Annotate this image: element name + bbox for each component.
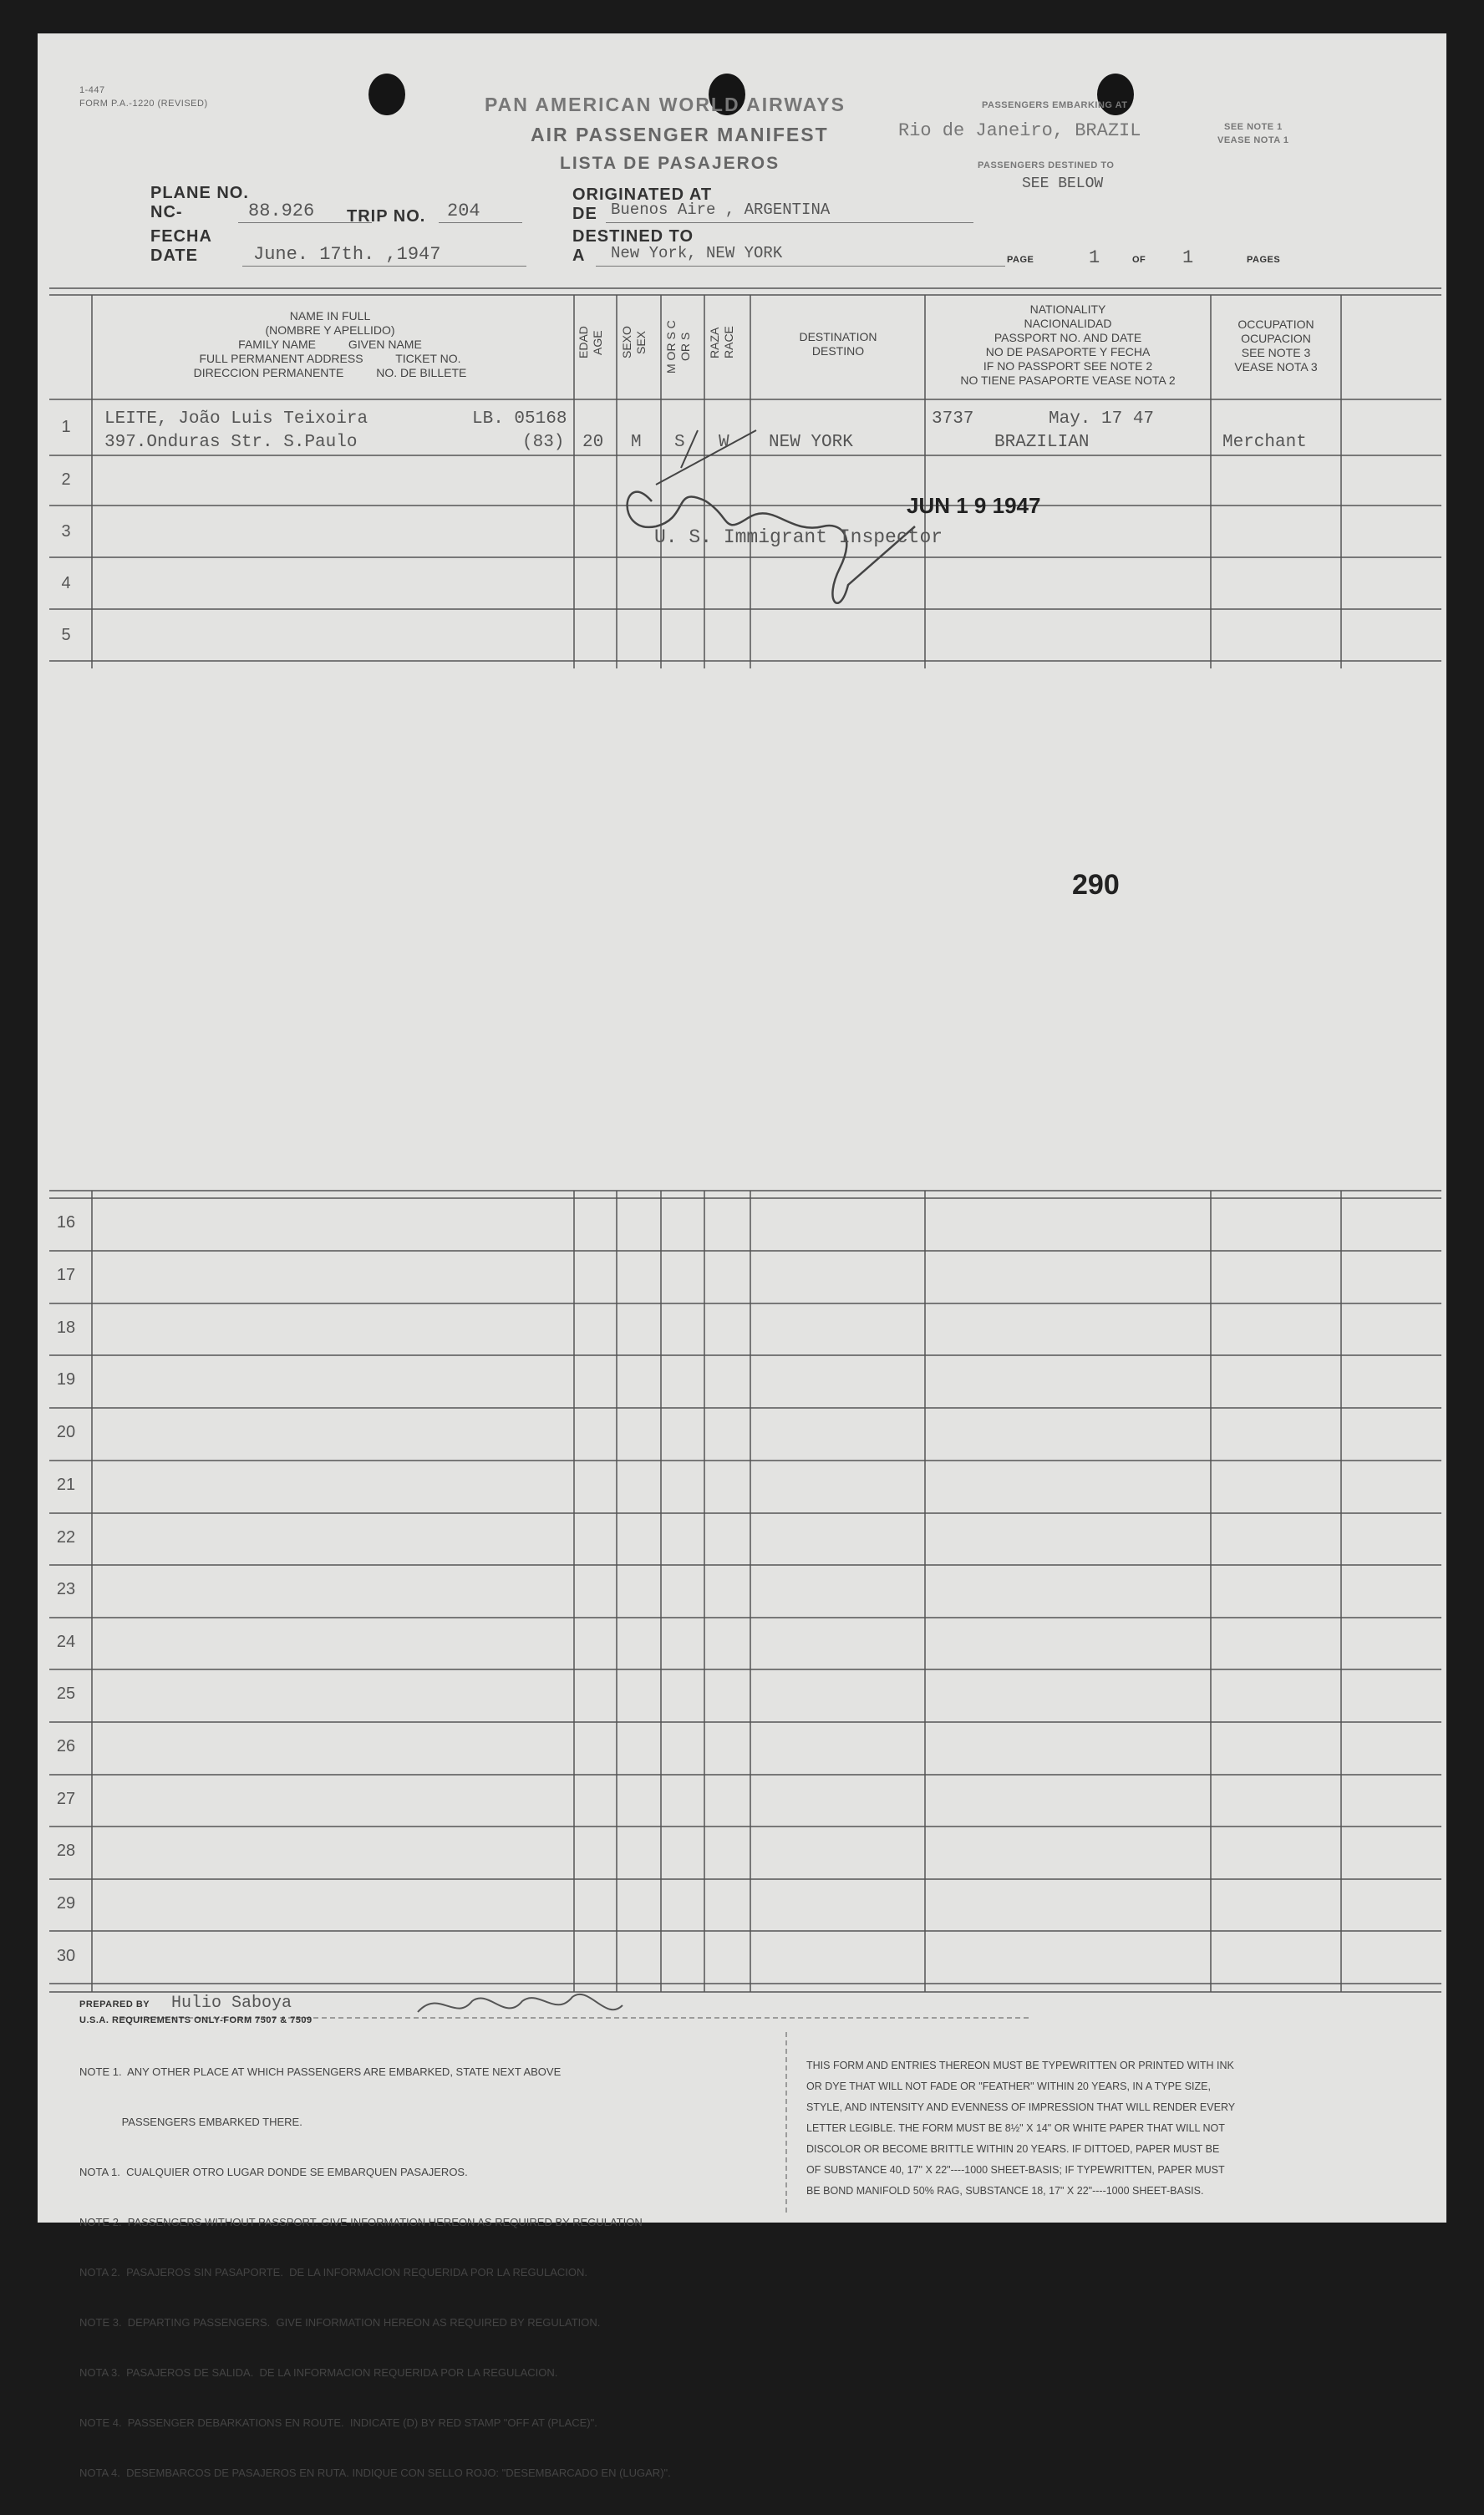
passenger-age: 20 bbox=[582, 433, 604, 452]
inspector-label: U. S. Immigrant Inspector bbox=[654, 526, 943, 548]
passenger-sex: M bbox=[631, 433, 642, 452]
embarking-value: Rio de Janeiro, BRAZIL bbox=[898, 120, 1141, 141]
usa-requirements: U.S.A. REQUIREMENTS ONLY-FORM 7507 & 7509 bbox=[79, 2015, 313, 2025]
row-number: 25 bbox=[56, 1684, 76, 1703]
plane-label: PLANE NO. bbox=[150, 184, 249, 202]
row-number: 21 bbox=[56, 1476, 76, 1494]
row-number: 20 bbox=[56, 1423, 76, 1441]
passenger-passport-date: May. 17 47 bbox=[1049, 409, 1155, 429]
trip-label: TRIP NO. bbox=[347, 207, 426, 226]
prepared-by-name: Hulio Saboya bbox=[171, 1994, 292, 2013]
row-number: 22 bbox=[56, 1528, 76, 1547]
row-number: 1 bbox=[61, 418, 71, 436]
preparer-signature bbox=[418, 1994, 623, 2012]
destined-value: SEE BELOW bbox=[1022, 175, 1104, 192]
originated-value: Buenos Aire , ARGENTINA bbox=[611, 201, 831, 219]
page-label: PAGE bbox=[1007, 255, 1034, 265]
col-race-header: RAZA RACE bbox=[708, 326, 735, 359]
row-number: 16 bbox=[56, 1213, 76, 1232]
flight-date: June. 17th. ,1947 bbox=[253, 244, 441, 265]
col-nationality-header: NATIONALITY NACIONALIDAD PASSPORT NO. AND DATE NO DE PASAPORTE Y FECHA IF NO PASSPORT SEE NOTE 2 NO TIENE PASAPORTE VEASE NOTA 2 bbox=[960, 302, 1176, 387]
col-age-header: EDAD AGE bbox=[577, 326, 604, 359]
destined-to-label: DESTINED TO bbox=[572, 227, 694, 246]
col-occupation-header: OCCUPATION OCUPACION SEE NOTE 3 VEASE NOTA 3 bbox=[1234, 318, 1318, 373]
sheet-number: 290 bbox=[1072, 869, 1120, 901]
passenger-name: LEITE, João Luis Teixoira bbox=[104, 409, 368, 429]
manifest-title: AIR PASSENGER MANIFEST bbox=[531, 124, 829, 145]
form-number: 1-447 bbox=[79, 85, 105, 95]
passenger-nationality: BRAZILIAN bbox=[994, 433, 1090, 452]
prepared-by-label: PREPARED BY bbox=[79, 1999, 150, 2009]
fecha-label: FECHA bbox=[150, 227, 212, 246]
passenger-race: W bbox=[719, 433, 729, 452]
destined-label: PASSENGERS DESTINED TO bbox=[978, 160, 1115, 170]
a-label: A bbox=[572, 246, 586, 265]
row-number: 2 bbox=[61, 470, 71, 489]
row-number: 23 bbox=[56, 1580, 76, 1598]
row-number: 27 bbox=[56, 1790, 76, 1808]
col-sex-header: SEXO SEX bbox=[620, 326, 648, 359]
vease-nota-1: VEASE NOTA 1 bbox=[1217, 135, 1289, 145]
passenger-occupation: Merchant bbox=[1222, 433, 1307, 452]
destined-value-flight: New York, NEW YORK bbox=[611, 244, 783, 262]
of-label: OF bbox=[1132, 255, 1146, 265]
col-destination-header: DESTINATION DESTINO bbox=[799, 330, 877, 358]
passenger-ticket: LB. 05168 bbox=[472, 409, 567, 429]
passenger-address: 397.Onduras Str. S.Paulo bbox=[104, 433, 358, 452]
page-number: 1 bbox=[1089, 247, 1100, 268]
row-number: 26 bbox=[56, 1737, 76, 1755]
row-number: 3 bbox=[61, 522, 71, 541]
passenger-marital: S bbox=[674, 433, 685, 452]
row-number: 17 bbox=[56, 1266, 76, 1284]
col-marital-header: M OR S C OR S bbox=[664, 320, 692, 373]
page-total: 1 bbox=[1182, 247, 1194, 268]
form-revised: FORM P.A.-1220 (REVISED) bbox=[79, 99, 208, 109]
manifest-sheet bbox=[38, 33, 1446, 2479]
passenger-ticket-2: (83) bbox=[522, 433, 565, 452]
see-note-1: SEE NOTE 1 bbox=[1224, 122, 1283, 132]
row-number: 30 bbox=[56, 1947, 76, 1965]
pages-label: PAGES bbox=[1247, 255, 1281, 265]
airline-name: PAN AMERICAN WORLD AIRWAYS bbox=[485, 94, 846, 115]
trip-number: 204 bbox=[447, 201, 480, 221]
row-number: 28 bbox=[56, 1842, 76, 1860]
notes-right: THIS FORM AND ENTRIES THEREON MUST BE TYPEWRITTEN OR PRINTED WITH INK OR DYE THAT WILL NOT FADE OR "FEATHER" WITHIN 20 YEARS, IN A TYPE SIZE, STYLE, AND INTENSITY AND EVENNESS OF IMPRESSION THAT WILL RENDER EVERY LETTER LEGIBLE. THE FORM MUST BE 8½" X 14" OR WHITE PAPER THAT WILL NOT DISCOLOR OR BECOME BRITTLE WITHIN 20 YEARS. IF DITTOED, PAPER MUST BE OF SUBSTANCE 40, 17" X 22"----1000 SHEET-BASIS; IF TYPEWRITTEN, PAPER MUST BE BOND MANIFOLD 50% RAG, SUBSTANCE 18, 17" X 22"----1000 SHEET-BASIS. bbox=[806, 2060, 1236, 2197]
embarking-label: PASSENGERS EMBARKING AT bbox=[982, 100, 1128, 110]
plane-number: 88.926 bbox=[248, 201, 315, 221]
row-number: 19 bbox=[56, 1370, 76, 1389]
nc-label: NC- bbox=[150, 203, 183, 221]
row-number: 5 bbox=[61, 626, 71, 644]
passenger-passport: 3737 bbox=[932, 409, 974, 429]
row-number: 24 bbox=[56, 1633, 76, 1651]
notes-left: NOTE 1. ANY OTHER PLACE AT WHICH PASSENGERS ARE EMBARKED, STATE NEXT ABOVE PASSENGERS EMBARKED THERE. NOTA 1. CUALQUIER OTRO LUGAR DONDE SE EMBARQUEN PASAJEROS. NOTE 2. PASSENGERS WITHOUT PASSPORT. GIVE INFORMATION HEREON AS REQUIRED BY REGULATION NOTA 2. PASAJEROS SIN PASAPORTE. DE LA INFORMACION REQUERIDA POR LA REGULACION. NOTE 3. DEPARTING PASSENGERS. GIVE INFORMATION HEREON AS REQUIRED BY REGULATION. NOTA 3. PASAJEROS DE SALIDA. DE LA INFORMACION REQUERIDA POR LA REGULACION. NOTE 4. PASSENGER DEBARKATIONS EN ROUTE. INDICATE (D) BY RED STAMP "OFF AT (PLACE)". NOTA 4. DESEMBARCOS DE PASAJEROS EN RUTA. INDIQUE CON SELLO ROJO: "DESEMBARCADO EN (LUGAR)". bbox=[79, 2065, 671, 2479]
de-label: DE bbox=[572, 205, 597, 223]
row-number: 29 bbox=[56, 1894, 76, 1913]
passenger-destination: NEW YORK bbox=[769, 433, 853, 452]
row-number: 18 bbox=[56, 1318, 76, 1337]
originated-label: ORIGINATED AT bbox=[572, 185, 713, 204]
inspection-date-stamp: JUN 1 9 1947 bbox=[907, 493, 1041, 518]
date-label: DATE bbox=[150, 246, 198, 265]
manifest-title-es: LISTA DE PASAJEROS bbox=[560, 154, 780, 173]
row-number: 4 bbox=[61, 574, 71, 592]
col-name-header: NAME IN FULL (NOMBRE Y APELLIDO) FAMILY NAME GIVEN NAME FULL PERMANENT ADDRESS TICKET NO. DIRECCION PERMANENTE NO. DE BILLETE bbox=[193, 309, 467, 379]
